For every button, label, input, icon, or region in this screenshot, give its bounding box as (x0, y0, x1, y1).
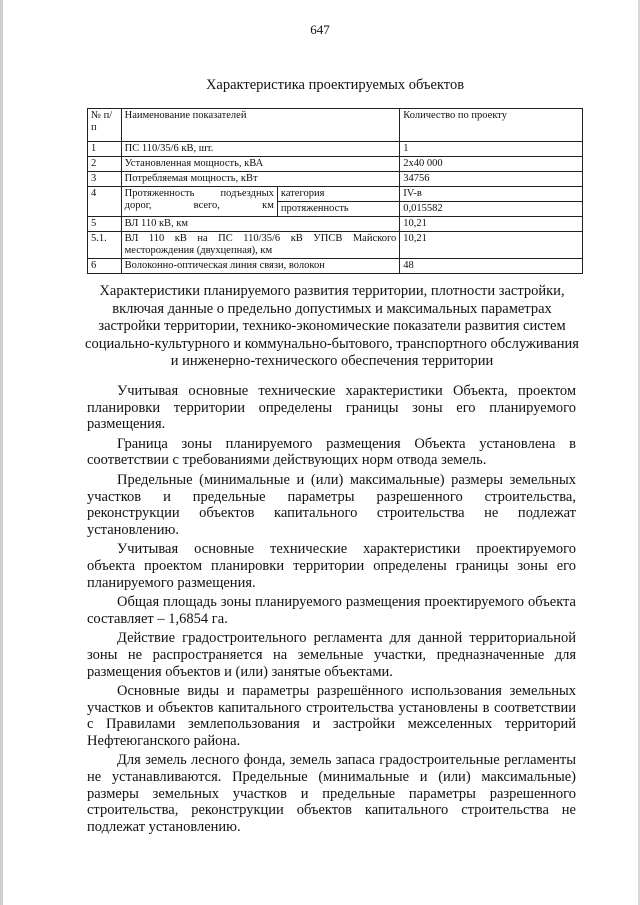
row-qty: 34756 (400, 172, 583, 187)
row-qty: 1 (400, 142, 583, 157)
row-num: 6 (88, 259, 122, 274)
row-sub-category: категория (277, 187, 399, 202)
row-sub-length: протяженность (277, 202, 399, 217)
row-num: 3 (88, 172, 122, 187)
row-name: Волоконно-оптическая линия связи, волокон (121, 259, 400, 274)
body-text (87, 383, 576, 838)
table-row (88, 217, 583, 232)
paragraph: Граница зоны планируемого размещения Объекта установлена в соответствии с требованиями действующих норм отвода земель. (87, 435, 576, 469)
row-name: Потребляемая мощность, кВт (121, 172, 400, 187)
header-name: Наименование показателей (121, 109, 400, 142)
section-title: Характеристики планируемого развития территории, плотности застройки, включая данные о предельно допустимых и максимальных параметрах застройки территории, технико-экономические показатели развития систем социально-культурного и коммунально-бытового, транспортного обслуживания и инженерно-технического обеспечения территории (85, 283, 579, 369)
row-num: 1 (88, 142, 122, 157)
scan-edge-left (0, 0, 3, 905)
table-row (88, 142, 583, 157)
table-header-row (88, 109, 583, 142)
row-qty: 0,015582 (400, 202, 583, 217)
table-row (88, 157, 583, 172)
page-number: 647 (310, 22, 330, 37)
row-name: Установленная мощность, кВА (121, 157, 400, 172)
table-row (88, 232, 583, 259)
document-title: Характеристика проектируемых объектов (205, 77, 465, 93)
paragraph: Учитывая основные технические характеристики Объекта, проектом планировки территории определены границы зоны его планируемого размещения. (87, 383, 576, 433)
table-row (88, 259, 583, 274)
row-qty: IV-в (400, 187, 583, 202)
table-row (88, 187, 583, 202)
table-row (88, 172, 583, 187)
row-name: Протяженность подъездных дорог, всего, км (121, 187, 277, 217)
header-num: № п/п (88, 109, 122, 142)
paragraph: Учитывая основные технические характеристики проектируемого объекта проектом планировки территории определены границы зоны его планируемого размещения. (87, 541, 576, 591)
row-num: 2 (88, 157, 122, 172)
row-qty: 10,21 (400, 232, 583, 259)
paragraph: Для земель лесного фонда, земель запаса градостроительные регламенты не устанавливаются. Предельные (минимальные и (или) максимальные) размеры земельных участков и предельные параметры разрешенного строительства, реконструкции объектов капитального строительства не подлежат установлению. (87, 752, 576, 835)
row-name: ПС 110/35/6 кВ, шт. (121, 142, 400, 157)
objects-table (87, 108, 583, 274)
paragraph: Предельные (минимальные и (или) максимальные) размеры земельных участков и предельные параметры разрешенного строительства, реконструкции объектов капитального строительства не подлежат установлению. (87, 471, 576, 538)
row-num: 5 (88, 217, 122, 232)
paragraph: Действие градостроительного регламента для данной территориальной зоны не распространяется на земельные участки, предназначенные для размещения объектов и (или) занятые объектами. (87, 630, 576, 680)
row-name: ВЛ 110 кВ на ПС 110/35/6 кВ УПСВ Майского месторождения (двухцепная), км (121, 232, 400, 259)
paragraph: Основные виды и параметры разрешённого использования земельных участков и объектов капитального строительства установлены в соответствии с Правилами землепользования и застройки межселенных территорий Нефтеюганского района. (87, 683, 576, 749)
row-qty: 2х40 000 (400, 157, 583, 172)
row-num: 4 (88, 187, 122, 217)
row-name: ВЛ 110 кВ, км (121, 217, 400, 232)
header-qty: Количество по проекту (400, 109, 583, 142)
row-qty: 10,21 (400, 217, 583, 232)
row-qty: 48 (400, 259, 583, 274)
paragraph: Общая площадь зоны планируемого размещения проектируемого объекта составляет – 1,6854 га. (87, 594, 576, 627)
row-num: 5.1. (88, 232, 122, 259)
